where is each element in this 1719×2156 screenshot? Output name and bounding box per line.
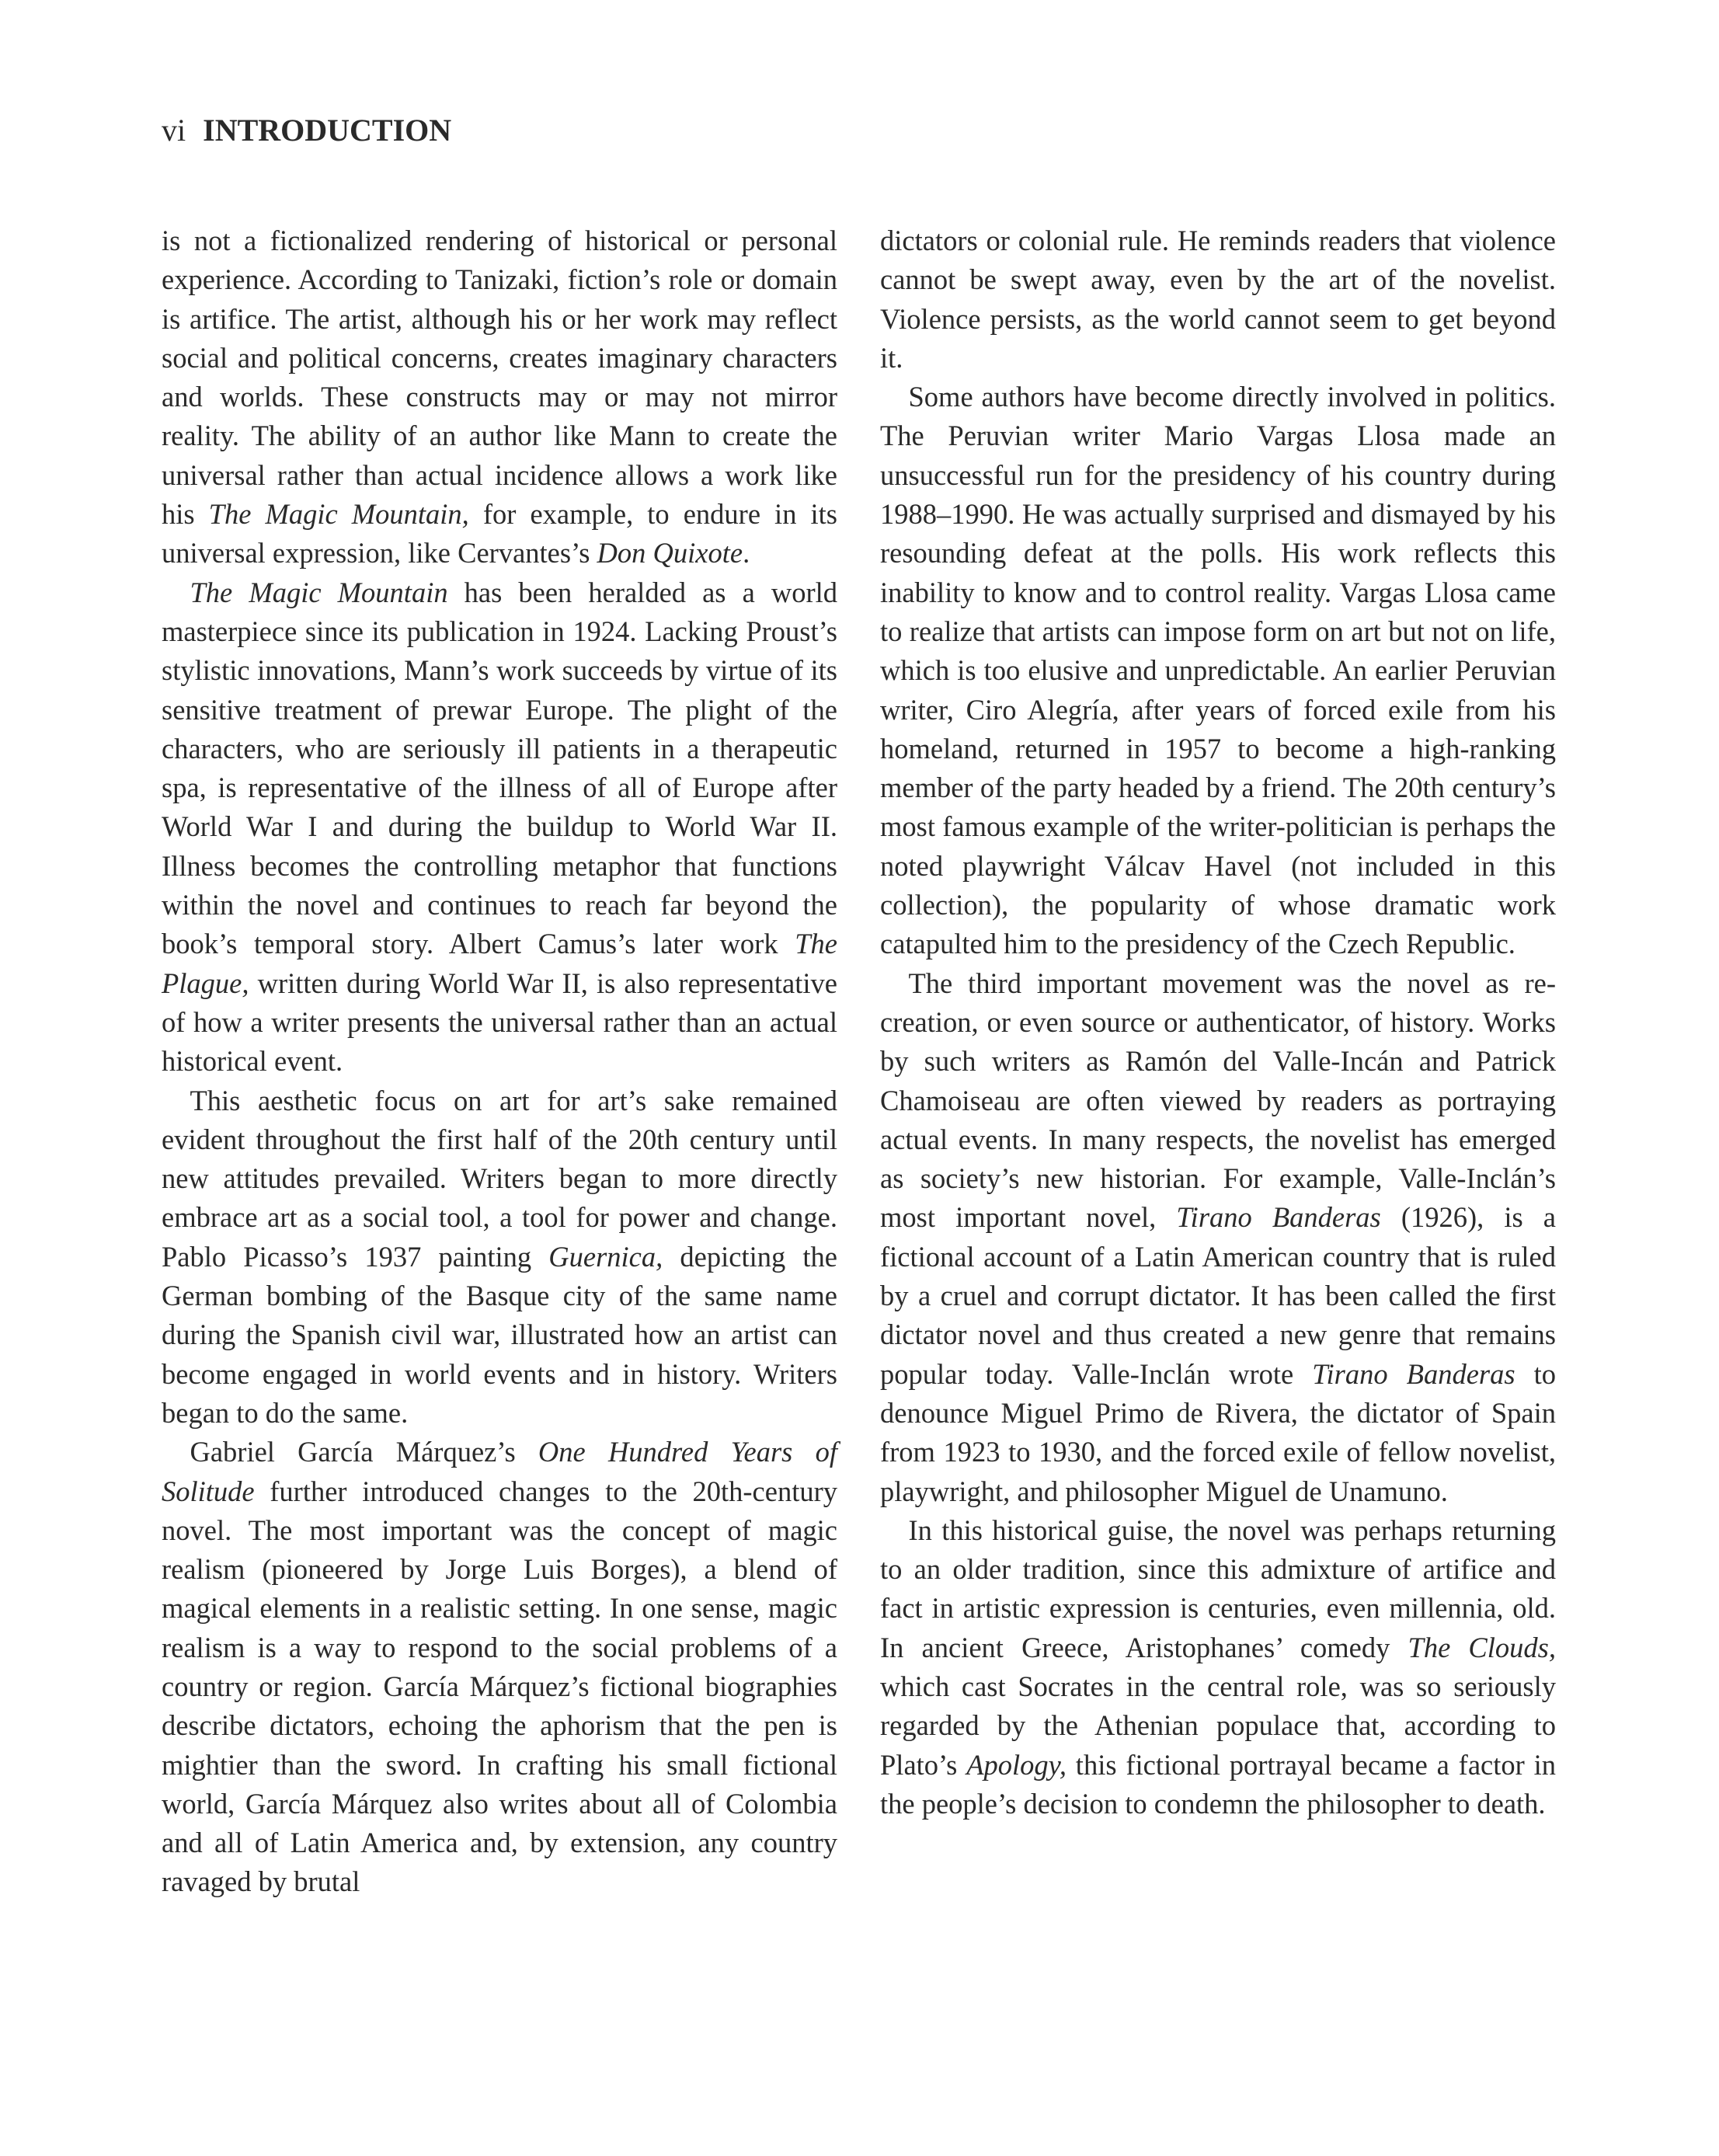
paragraph — [880, 221, 1556, 378]
text-run: this fictional portrayal became a factor in the people’s decision to condemn the philosopher to death. — [880, 1748, 1556, 1820]
italic-title: Tirano Banderas — [1312, 1357, 1515, 1390]
italic-title: Apology, — [966, 1748, 1067, 1781]
italic-title: Don Quixote — [597, 537, 743, 569]
italic-title: The Magic Mountain, — [208, 498, 469, 531]
page-number: vi — [162, 113, 186, 148]
text-run: which cast Socrates in the central role, was so seriously regarded by the Athenian populace that, according to Plato’s — [880, 1670, 1556, 1781]
text-run: . — [743, 537, 750, 569]
text-run: Gabriel García Márquez’s — [190, 1436, 538, 1468]
text-run: depicting the German bombing of the Basque city of the same name during the Spanish civil war, illustrated how an artist can become engaged in world events and in history. Writers began to do the same. — [162, 1240, 837, 1429]
italic-title: Tirano Banderas — [1176, 1201, 1381, 1234]
text-run: has been heralded as a world masterpiece since its publication in 1924. Lacking Proust’s stylistic innovations, Mann’s work succeeds by virtue of its sensitive treatment of prewar Europe. The plight of the characters, who are seriously ill patients in a therapeutic spa, is representative of the illness of all of Europe after World War I and during the buildup to World War II. Illness becomes the controlling metaphor that functions within the novel and continues to reach far beyond the book’s temporal story. Albert Camus’s later work — [162, 576, 838, 960]
italic-title: The Plague, — [162, 928, 837, 999]
left-column — [162, 221, 837, 1902]
italic-title: The Magic Mountain — [190, 576, 448, 608]
running-head — [162, 109, 451, 152]
paragraph — [880, 378, 1556, 963]
text-run: The third important movement was the novel as re-creation, or even source or authenticator, of history. Works by such writers as Ramón del Valle-Incán and Patrick Chamoiseau are often viewed by readers as portraying actual events. In many respects, the novelist has emerged as society’s new historian. For example, Valle-Inclán’s most important novel, — [880, 967, 1556, 1234]
text-run: to denounce Miguel Primo de Rivera, the dictator of Spain from 1923 to 1930, and the forced exile of fellow novelist, playwright, and philosopher Miguel de Unamuno. — [880, 1357, 1556, 1507]
paragraph — [880, 964, 1556, 1511]
text-run: dictators or colonial rule. He reminds readers that violence cannot be swept away, even by the art of the novelist. Violence persists, as the world cannot seem to get beyond it. — [880, 225, 1556, 374]
text-run: (1926), is a fictional account of a Latin American country that is ruled by a cruel and corrupt dictator. It has been called the first dictator novel and thus created a new genre that remains popular today. Valle-Inclán wrote — [880, 1201, 1557, 1390]
text-run: This aesthetic focus on art for art’s sake remained evident throughout the first half of the 20th century until new attitudes prevailed. Writers began to more directly embrace art as a social tool, a tool for power and change. Pablo Picasso’s 1937 painting — [162, 1084, 837, 1273]
paragraph — [162, 1081, 837, 1433]
italic-title: One Hundred Years of Solitude — [162, 1436, 837, 1507]
text-run: In this historical guise, the novel was perhaps returning to an older tradition, since this admixture of artifice and fact in artistic expression is centuries, even millennia, old. In ancient Greece, Aristophanes’ comedy — [880, 1513, 1556, 1663]
section-title: INTRODUCTION — [203, 113, 452, 148]
text-run: written during World War II, is also representative of how a writer presents the universal rather than an actual historical event. — [162, 967, 837, 1078]
text-run: is not a fictionalized rendering of historical or personal experience. According to Tanizaki, fiction’s role or domain is artifice. The artist, although his or her work may reflect social and political concerns, creates imaginary characters and worlds. These constructs may or may not mirror reality. The ability of an author like Mann to create the universal rather than actual incidence allows a work like his — [162, 225, 837, 531]
italic-title: Guernica, — [548, 1240, 663, 1273]
text-run: Some authors have become directly involved in politics. The Peruvian writer Mario Vargas Llosa made an unsuccessful run for the presidency of his country during 1988–1990. He was actually surprised and dismayed by his resounding defeat at the polls. His work reflects this inability to know and to control reality. Vargas Llosa came to realize that artists can impose form on art but not on life, which is too elusive and unpredictable. An earlier Peruvian writer, Ciro Alegría, after years of forced exile from his homeland, returned in 1957 to become a high-ranking member of the party headed by a friend. The 20th century’s most famous example of the writer-politician is perhaps the noted playwright Válcav Havel (not included in this collection), the popularity of whose dramatic work catapulted him to the presidency of the Czech Republic. — [880, 381, 1556, 960]
paragraph — [880, 1511, 1556, 1823]
paragraph — [162, 573, 837, 1081]
paragraph — [162, 1433, 837, 1902]
paragraph — [162, 221, 837, 573]
text-run: for example, to endure in its universal expression, like Cervantes’s — [162, 498, 837, 569]
right-column — [880, 221, 1556, 1823]
text-run: further introduced changes to the 20th-century novel. The most important was the concept of magic realism (pioneered by Jorge Luis Borges), a blend of magical elements in a realistic setting. In one sense, magic realism is a way to respond to the social problems of a country or region. García Márquez’s fictional biographies describe dictators, echoing the aphorism that the pen is mightier than the sword. In crafting his small fictional world, García Márquez also writes about all of Colombia and all of Latin America and, by extension, any country ravaged by brutal — [162, 1475, 837, 1898]
italic-title: The Clouds, — [1408, 1631, 1556, 1663]
